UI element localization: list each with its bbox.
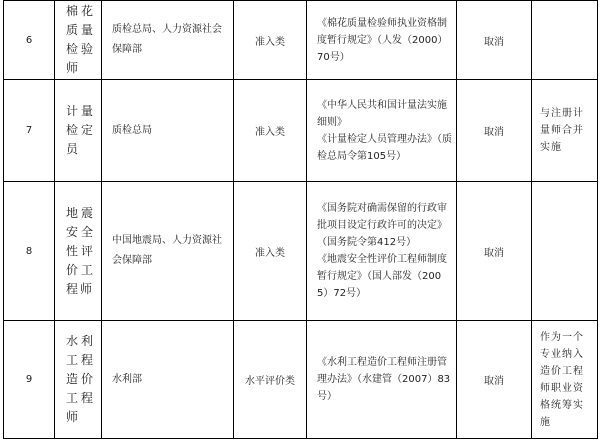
row-index: 9: [4, 321, 55, 439]
legal-basis-item: 《计量检定人员管理办法》（质检总局令第105号）: [317, 133, 452, 162]
legal-basis-item: 《中华人民共和国计量法实施细则》: [317, 99, 447, 128]
department: 质检总局、人力资源社会保障部: [102, 1, 234, 80]
action: 取消: [457, 80, 532, 182]
table-row: [4, 182, 598, 321]
qualification-table: [3, 0, 598, 439]
action: 取消: [457, 182, 532, 321]
note: [532, 1, 598, 80]
qualification-type: 水平评价类: [234, 321, 307, 439]
table-row: [4, 1, 598, 80]
row-index: 7: [4, 80, 55, 182]
qualification-type: 准入类: [234, 80, 307, 182]
note: [532, 182, 598, 321]
action: 取消: [457, 321, 532, 439]
department: 质检总局: [102, 80, 234, 182]
legal-basis-item: 《水利工程造价工程师注册管理办法》（水建管（2007）83号）: [317, 357, 451, 402]
legal-basis-item: 《国务院对确需保留的行政审批项目设定行政许可的决定》（国务院令第412号）: [317, 203, 447, 248]
qualification-name: 计量检定员: [55, 80, 102, 182]
action: 取消: [457, 1, 532, 80]
note: 作为一个专业纳入造价工程师职业资格统筹实施: [532, 321, 598, 439]
department: 水利部: [102, 321, 234, 439]
qualification-type: 准入类: [234, 182, 307, 321]
qualification-name: 水利工程造价工程师: [55, 321, 102, 439]
legal-basis: [307, 80, 457, 182]
table-row: [4, 80, 598, 182]
legal-basis: [307, 321, 457, 439]
row-index: 8: [4, 182, 55, 321]
legal-basis: [307, 182, 457, 321]
note: 与注册计量师合并实施: [532, 80, 598, 182]
row-index: 6: [4, 1, 55, 80]
qualification-name: 棉花质量检验师: [55, 1, 102, 80]
table-row: [4, 321, 598, 439]
qualification-name: 地震安全性评价工程师: [55, 182, 102, 321]
legal-basis-item: 《棉花质量检验师执业资格制度暂行规定》（人发（2000）70号）: [317, 17, 448, 63]
department: 中国地震局、人力资源社会保障部: [102, 182, 234, 321]
qualification-type: 准入类: [234, 1, 307, 80]
legal-basis: [307, 1, 457, 80]
legal-basis-item: 《地震安全性评价工程师制度暂行规定》（国人部发（2005）72号）: [317, 254, 447, 299]
